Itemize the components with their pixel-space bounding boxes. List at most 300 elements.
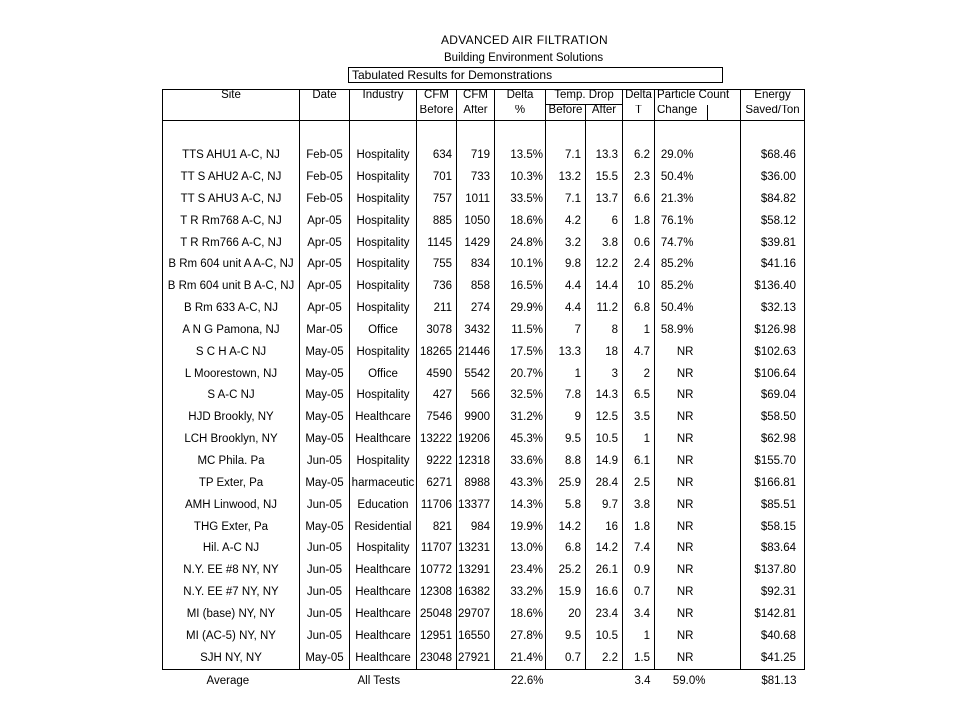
cell-temp-after: 3.8 xyxy=(586,232,623,254)
cell-cfm-after: 29707 xyxy=(457,604,495,626)
cell-site: TP Exter, Pa xyxy=(163,473,300,495)
cell-particle: NR xyxy=(655,647,708,669)
cell-temp-before: 15.9 xyxy=(546,582,586,604)
cell-count xyxy=(708,429,741,451)
cell-particle: NR xyxy=(676,498,694,511)
cell-cfm-before: 12951 xyxy=(417,626,457,648)
cell-delta: 27.8% xyxy=(495,626,546,648)
cell-delta-t: 1.5 xyxy=(623,647,655,669)
cell-delta: 13.5% xyxy=(495,145,546,167)
cell-date: May-05 xyxy=(300,647,350,669)
cell-site: THG Exter, Pa xyxy=(163,516,300,538)
cell-energy: $102.63 xyxy=(741,342,805,364)
cell-delta: 33.6% xyxy=(495,451,546,473)
cell-industry: Hospitality xyxy=(350,451,417,473)
cell-cfm-after: 3432 xyxy=(457,320,495,342)
table-row xyxy=(163,516,805,538)
cell-count xyxy=(708,495,741,517)
cell-temp-after: 2.2 xyxy=(586,647,623,669)
cell-delta: 16.5% xyxy=(495,276,546,298)
cell-site: MC Phila. Pa xyxy=(163,451,300,473)
cell-count xyxy=(708,538,741,560)
cell-temp-after: 10.5 xyxy=(586,626,623,648)
cell-count xyxy=(708,211,741,233)
cell-count xyxy=(708,298,741,320)
table-row xyxy=(163,604,805,626)
cell-temp-after: 11.2 xyxy=(586,298,623,320)
cell-cfm-after: 5542 xyxy=(457,363,495,385)
cell-date: Apr-05 xyxy=(300,254,350,276)
col-header-energy-sub: Saved/Ton xyxy=(741,105,805,121)
table-row xyxy=(163,429,805,451)
cell-cfm-after: 719 xyxy=(457,145,495,167)
col-header-cfm-after-sub: After xyxy=(457,105,495,121)
cell-cfm-before: 3078 xyxy=(417,320,457,342)
cell-date: Mar-05 xyxy=(300,320,350,342)
cell-cfm-before: 18265 xyxy=(417,342,457,364)
cell-date: Jun-05 xyxy=(300,582,350,604)
cell-energy: $155.70 xyxy=(741,451,805,473)
cell-energy: $142.81 xyxy=(741,604,805,626)
cell-temp-before: 3.2 xyxy=(546,232,586,254)
cell-cfm-after: 858 xyxy=(457,276,495,298)
table-row xyxy=(163,276,805,298)
cell-industry: Hospitality xyxy=(350,189,417,211)
cell-temp-before: 7.1 xyxy=(546,189,586,211)
cell-industry: Hospitality xyxy=(350,342,417,364)
cell-cfm-before: 885 xyxy=(417,211,457,233)
cell-energy: $92.31 xyxy=(741,582,805,604)
cell-delta: 11.5% xyxy=(495,320,546,342)
cell-temp-before: 9.5 xyxy=(546,626,586,648)
cell-delta-t: 0.6 xyxy=(623,232,655,254)
table-row xyxy=(163,254,805,276)
cell-temp-after: 12.5 xyxy=(586,407,623,429)
col-header-delta-t: Delta xyxy=(623,90,655,105)
cell-date: May-05 xyxy=(300,363,350,385)
cell-count xyxy=(708,647,741,669)
col-header-energy: Energy xyxy=(741,90,805,105)
col-header-cfm-after: CFM xyxy=(457,90,495,105)
cell-temp-after: 9.7 xyxy=(586,495,623,517)
cell-particle: 50.4% xyxy=(660,302,694,315)
cell-energy: $68.46 xyxy=(741,145,805,167)
table-row xyxy=(163,189,805,211)
cell-cfm-before: 6271 xyxy=(417,473,457,495)
table-row xyxy=(163,385,805,407)
cell-cfm-before: 10772 xyxy=(417,560,457,582)
table-row xyxy=(163,495,805,517)
cell-particle: NR xyxy=(676,411,694,424)
cell-temp-before: 9 xyxy=(546,407,586,429)
cell-particle: 85.2% xyxy=(660,280,694,293)
cell-site: B Rm 633 A-C, NJ xyxy=(163,298,300,320)
cell-delta-t: 2.3 xyxy=(623,167,655,189)
cell-cfm-after: 1429 xyxy=(457,232,495,254)
cell-delta-t: 0.9 xyxy=(623,560,655,582)
cell-cfm-before: 12308 xyxy=(417,582,457,604)
cell-date: Apr-05 xyxy=(300,298,350,320)
cell-temp-after: 14.3 xyxy=(586,385,623,407)
cell-industry: Hospitality xyxy=(350,298,417,320)
table-row xyxy=(163,167,805,189)
cell-cfm-after: 274 xyxy=(457,298,495,320)
cell-cfm-before: 13222 xyxy=(417,429,457,451)
cell-cfm-after: 13377 xyxy=(457,495,495,517)
cell-temp-after: 26.1 xyxy=(586,560,623,582)
cell-temp-after: 18 xyxy=(586,342,623,364)
cell-cfm-before: 7546 xyxy=(417,407,457,429)
cell-delta-t: 1 xyxy=(623,626,655,648)
cell-delta-t: 3.5 xyxy=(623,407,655,429)
cell-particle: 21.3% xyxy=(660,192,694,205)
cell-particle: NR xyxy=(676,607,694,620)
cell-energy: $136.40 xyxy=(741,276,805,298)
cell-energy: $83.64 xyxy=(741,538,805,560)
cell-cfm-after: 566 xyxy=(457,385,495,407)
col-header-date: Date xyxy=(300,90,350,105)
cell-temp-before: 6.8 xyxy=(546,538,586,560)
average-label: Average xyxy=(163,670,300,693)
cell-date: Jun-05 xyxy=(300,604,350,626)
cell-particle: NR xyxy=(676,629,694,642)
cell-energy: $137.80 xyxy=(741,560,805,582)
cell-count xyxy=(708,407,741,429)
cell-energy: $58.50 xyxy=(741,407,805,429)
cell-industry: Education xyxy=(350,495,417,517)
cell-particle: NR xyxy=(676,476,694,489)
cell-site: N.Y. EE #8 NY, NY xyxy=(163,560,300,582)
cell-delta-t: 7.4 xyxy=(623,538,655,560)
cell-industry: Office xyxy=(350,363,417,385)
cell-delta: 33.2% xyxy=(495,582,546,604)
cell-site: LCH Brooklyn, NY xyxy=(163,429,300,451)
cell-temp-before: 0.7 xyxy=(546,647,586,669)
cell-delta: 31.2% xyxy=(495,407,546,429)
cell-cfm-before: 634 xyxy=(417,145,457,167)
cell-temp-before: 25.2 xyxy=(546,560,586,582)
cell-count xyxy=(708,145,741,167)
cell-delta: 20.7% xyxy=(495,363,546,385)
cell-site: MI (AC-5) NY, NY xyxy=(163,626,300,648)
header-row-bottom xyxy=(163,105,805,121)
cell-cfm-after: 984 xyxy=(457,516,495,538)
cell-temp-before: 13.2 xyxy=(546,167,586,189)
cell-particle: NR xyxy=(676,367,694,380)
cell-energy: $39.81 xyxy=(741,232,805,254)
cell-delta: 24.8% xyxy=(495,232,546,254)
cell-count xyxy=(708,276,741,298)
cell-date: Apr-05 xyxy=(300,276,350,298)
cell-count xyxy=(708,342,741,364)
cell-temp-after: 23.4 xyxy=(586,604,623,626)
cell-delta: 18.6% xyxy=(495,211,546,233)
cell-count xyxy=(708,167,741,189)
cell-delta-t: 1.8 xyxy=(623,516,655,538)
cell-industry: Hospitality xyxy=(350,145,417,167)
table-row xyxy=(163,342,805,364)
table-row xyxy=(163,363,805,385)
cell-temp-before: 8.8 xyxy=(546,451,586,473)
cell-site: S C H A-C NJ xyxy=(163,342,300,364)
cell-energy: $106.64 xyxy=(741,363,805,385)
table-row xyxy=(163,320,805,342)
cell-temp-before: 14.2 xyxy=(546,516,586,538)
cell-delta-t: 0.7 xyxy=(623,582,655,604)
cell-count xyxy=(708,560,741,582)
cell-energy: $32.13 xyxy=(741,298,805,320)
cell-cfm-after: 1050 xyxy=(457,211,495,233)
cell-temp-after: 8 xyxy=(586,320,623,342)
cell-particle: 58.9% xyxy=(660,323,694,336)
cell-date: Apr-05 xyxy=(300,232,350,254)
cell-date: May-05 xyxy=(300,407,350,429)
average-delta: 22.6% xyxy=(495,670,546,693)
cell-temp-before: 20 xyxy=(546,604,586,626)
cell-delta-t: 1.8 xyxy=(623,211,655,233)
spacer-row xyxy=(163,121,805,146)
cell-temp-after: 13.7 xyxy=(586,189,623,211)
cell-temp-before: 9.5 xyxy=(546,429,586,451)
cell-date: May-05 xyxy=(300,516,350,538)
cell-cfm-before: 9222 xyxy=(417,451,457,473)
cell-energy: $58.12 xyxy=(741,211,805,233)
cell-cfm-before: 821 xyxy=(417,516,457,538)
table-row xyxy=(163,473,805,495)
cell-delta-t: 6.2 xyxy=(623,145,655,167)
cell-site: MI (base) NY, NY xyxy=(163,604,300,626)
cell-delta: 43.3% xyxy=(495,473,546,495)
average-energy: $81.13 xyxy=(741,670,805,693)
cell-count xyxy=(708,385,741,407)
cell-date: May-05 xyxy=(300,385,350,407)
cell-temp-before: 13.3 xyxy=(546,342,586,364)
cell-particle: 29.0% xyxy=(660,149,694,162)
table-caption: Tabulated Results for Demonstrations xyxy=(348,67,723,83)
cell-site: TT S AHU3 A-C, NJ xyxy=(163,189,300,211)
cell-cfm-before: 701 xyxy=(417,167,457,189)
cell-energy: $69.04 xyxy=(741,385,805,407)
cell-cfm-before: 11706 xyxy=(417,495,457,517)
cell-industry: Healthcare xyxy=(350,407,417,429)
table-row xyxy=(163,647,805,669)
table-row xyxy=(163,560,805,582)
cell-temp-before: 4.4 xyxy=(546,276,586,298)
cell-cfm-before: 211 xyxy=(417,298,457,320)
cell-cfm-after: 19206 xyxy=(457,429,495,451)
table-row xyxy=(163,211,805,233)
cell-cfm-after: 16550 xyxy=(457,626,495,648)
cell-temp-before: 4.4 xyxy=(546,298,586,320)
cell-temp-before: 7 xyxy=(546,320,586,342)
cell-energy: $41.25 xyxy=(741,647,805,669)
cell-delta-t: 2.5 xyxy=(623,473,655,495)
cell-energy: $36.00 xyxy=(741,167,805,189)
cell-temp-after: 12.2 xyxy=(586,254,623,276)
cell-count xyxy=(708,604,741,626)
col-header-cfm-before-sub: Before xyxy=(417,105,457,121)
cell-cfm-before: 4590 xyxy=(417,363,457,385)
table-row xyxy=(163,451,805,473)
cell-site: HJD Brookly, NY xyxy=(163,407,300,429)
cell-temp-after: 10.5 xyxy=(586,429,623,451)
cell-particle: NR xyxy=(676,389,694,402)
cell-industry: Hospitality xyxy=(350,254,417,276)
cell-industry: Hospitality xyxy=(350,167,417,189)
cell-date: Feb-05 xyxy=(300,167,350,189)
cell-site: TTS AHU1 A-C, NJ xyxy=(163,145,300,167)
cell-count xyxy=(708,189,741,211)
cell-delta: 32.5% xyxy=(495,385,546,407)
cell-count xyxy=(708,516,741,538)
cell-date: Apr-05 xyxy=(300,211,350,233)
cell-site: B Rm 604 unit B A-C, NJ xyxy=(163,276,300,298)
cell-delta: 14.3% xyxy=(495,495,546,517)
cell-energy: $41.16 xyxy=(741,254,805,276)
cell-temp-after: 14.2 xyxy=(586,538,623,560)
cell-count xyxy=(708,582,741,604)
table-row xyxy=(163,232,805,254)
cell-delta-t: 1 xyxy=(623,320,655,342)
cell-cfm-before: 11707 xyxy=(417,538,457,560)
cell-energy: $84.82 xyxy=(741,189,805,211)
cell-temp-after: 14.4 xyxy=(586,276,623,298)
cell-particle: NR xyxy=(676,345,694,358)
cell-industry: Healthcare xyxy=(350,429,417,451)
col-header-delta: Delta xyxy=(495,90,546,105)
table-row xyxy=(163,538,805,560)
cell-energy: $166.81 xyxy=(741,473,805,495)
cell-industry: Hospitality xyxy=(350,538,417,560)
cell-site: A N G Pamona, NJ xyxy=(163,320,300,342)
cell-date: Feb-05 xyxy=(300,189,350,211)
header-row-top xyxy=(163,90,805,105)
cell-delta: 10.3% xyxy=(495,167,546,189)
cell-temp-before: 1 xyxy=(546,363,586,385)
cell-industry: Office xyxy=(350,320,417,342)
table-row xyxy=(163,298,805,320)
cell-cfm-before: 1145 xyxy=(417,232,457,254)
cell-delta-t: 1 xyxy=(623,429,655,451)
cell-delta-t: 4.7 xyxy=(623,342,655,364)
cell-site: TT S AHU2 A-C, NJ xyxy=(163,167,300,189)
cell-count xyxy=(708,363,741,385)
cell-site: Hil. A-C NJ xyxy=(163,538,300,560)
average-particle: 59.0% xyxy=(655,670,708,693)
cell-temp-before: 7.8 xyxy=(546,385,586,407)
cell-count xyxy=(708,320,741,342)
cell-delta: 23.4% xyxy=(495,560,546,582)
cell-delta: 17.5% xyxy=(495,342,546,364)
cell-delta: 13.0% xyxy=(495,538,546,560)
table-row xyxy=(163,626,805,648)
cell-count xyxy=(708,254,741,276)
cell-site: N.Y. EE #7 NY, NY xyxy=(163,582,300,604)
cell-date: Jun-05 xyxy=(300,495,350,517)
cell-temp-before: 7.1 xyxy=(546,145,586,167)
col-header-particle-change: Change xyxy=(655,105,708,121)
cell-particle: NR xyxy=(676,520,694,533)
col-header-particle-count: Particle Count xyxy=(655,90,741,105)
cell-energy: $58.15 xyxy=(741,516,805,538)
cell-energy: $40.68 xyxy=(741,626,805,648)
document-subtitle: Building Environment Solutions xyxy=(444,52,604,64)
col-header-site: Site xyxy=(163,90,300,105)
cell-particle: NR xyxy=(676,542,694,555)
table-row xyxy=(163,582,805,604)
cell-date: Jun-05 xyxy=(300,538,350,560)
cell-delta-t: 6.1 xyxy=(623,451,655,473)
cell-temp-after: 14.9 xyxy=(586,451,623,473)
cell-energy: $62.98 xyxy=(741,429,805,451)
cell-temp-after: 15.5 xyxy=(586,167,623,189)
cell-count xyxy=(708,626,741,648)
cell-site: L Moorestown, NJ xyxy=(163,363,300,385)
cell-industry: Healthcare xyxy=(350,647,417,669)
cell-cfm-after: 8988 xyxy=(457,473,495,495)
cell-cfm-after: 13291 xyxy=(457,560,495,582)
cell-industry: Healthcare xyxy=(350,604,417,626)
document-title: ADVANCED AIR FILTRATION xyxy=(441,33,608,47)
cell-temp-before: 4.2 xyxy=(546,211,586,233)
cell-industry: Healthcare xyxy=(350,560,417,582)
cell-cfm-before: 25048 xyxy=(417,604,457,626)
cell-date: Jun-05 xyxy=(300,451,350,473)
average-row xyxy=(163,670,805,693)
cell-industry: Hospitality xyxy=(350,232,417,254)
cell-cfm-after: 27921 xyxy=(457,647,495,669)
cell-particle: 85.2% xyxy=(660,258,694,271)
cell-particle: 74.7% xyxy=(660,236,694,249)
cell-industry: Healthcare xyxy=(350,582,417,604)
cell-cfm-after: 834 xyxy=(457,254,495,276)
cell-particle: NR xyxy=(676,433,694,446)
cell-delta-t: 6.5 xyxy=(623,385,655,407)
cell-industry: Hospitality xyxy=(350,211,417,233)
table-row xyxy=(163,145,805,167)
cell-delta-t: 2 xyxy=(623,363,655,385)
cell-delta-t: 3.4 xyxy=(623,604,655,626)
cell-site: T R Rm766 A-C, NJ xyxy=(163,232,300,254)
cell-particle: NR xyxy=(676,564,694,577)
cell-industry: Hospitality xyxy=(350,385,417,407)
cell-particle: 76.1% xyxy=(660,214,694,227)
cell-temp-after: 16.6 xyxy=(586,582,623,604)
cell-delta: 33.5% xyxy=(495,189,546,211)
table-row xyxy=(163,407,805,429)
cell-cfm-after: 13231 xyxy=(457,538,495,560)
cell-industry: Healthcare xyxy=(350,626,417,648)
cell-cfm-after: 21446 xyxy=(457,342,495,364)
average-delta-t: 3.4 xyxy=(623,670,655,693)
cell-industry: harmaceutic xyxy=(350,473,417,495)
cell-site: SJH NY, NY xyxy=(163,647,300,669)
col-header-cfm-before: CFM xyxy=(417,90,457,105)
cell-cfm-after: 733 xyxy=(457,167,495,189)
col-header-temp-drop: Temp. Drop xyxy=(546,90,623,105)
cell-delta-t: 10 xyxy=(623,276,655,298)
cell-particle: 50.4% xyxy=(660,171,694,184)
cell-cfm-before: 427 xyxy=(417,385,457,407)
cell-delta-t: 6.6 xyxy=(623,189,655,211)
cell-date: May-05 xyxy=(300,342,350,364)
cell-cfm-after: 16382 xyxy=(457,582,495,604)
cell-delta: 10.1% xyxy=(495,254,546,276)
cell-cfm-after: 9900 xyxy=(457,407,495,429)
cell-cfm-before: 736 xyxy=(417,276,457,298)
cell-delta: 18.6% xyxy=(495,604,546,626)
cell-cfm-after: 12318 xyxy=(457,451,495,473)
